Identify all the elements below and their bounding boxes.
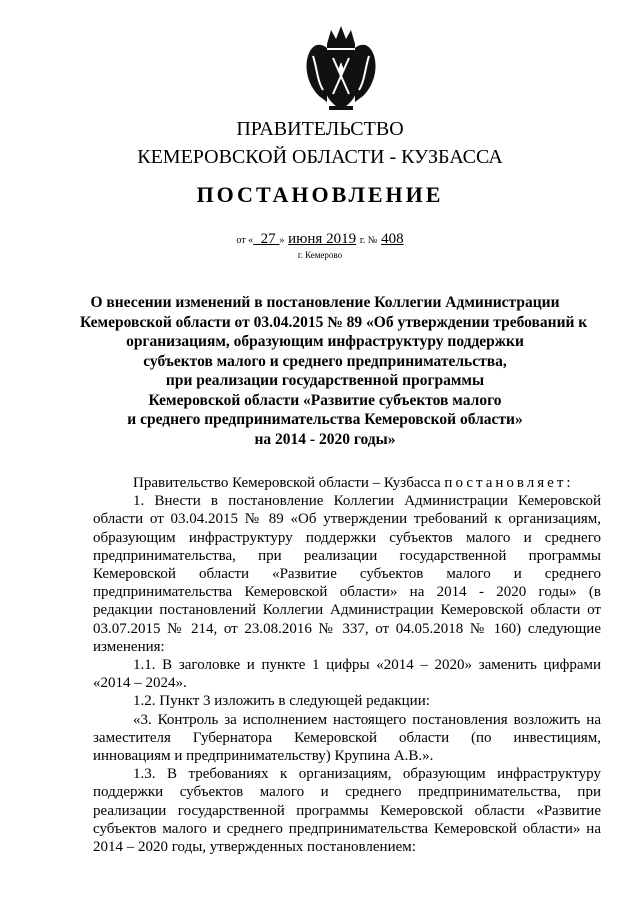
date-mid: »: [279, 235, 285, 246]
body-line: 1.2. Пункт 3 изложить в следующей редакции:: [133, 693, 430, 710]
heading-line: при реализации государственной программы: [165, 372, 485, 389]
intro-decree-word: постановляет:: [444, 475, 574, 491]
heading-line: Кемеровской области от 03.04.2015 № 89 «Об утверждении требований к: [80, 313, 588, 331]
intro-text: Правительство Кемеровской области – Кузбасса: [133, 475, 445, 491]
body-line: реализации государственной программы Кемеровской области «Развитие: [93, 802, 601, 819]
date-month-year: июня 2019: [288, 231, 357, 247]
document-body: [93, 474, 601, 856]
government-name-line1: ПРАВИТЕЛЬСТВО: [236, 118, 404, 140]
date-prefix: от «: [236, 235, 254, 246]
document-number: 408: [381, 231, 404, 247]
body-line: образующим инфраструктуру поддержки субъектов малого и среднего: [93, 529, 601, 546]
date-line: [0, 231, 640, 248]
coat-of-arms-emblem: [303, 18, 379, 114]
government-name-line2: КЕМЕРОВСКОЙ ОБЛАСТИ - КУЗБАССА: [137, 146, 503, 168]
city-label: г. Кемерово: [297, 250, 343, 260]
document-heading: [80, 293, 588, 449]
document-type-title: ПОСТАНОВЛЕНИЕ: [196, 182, 444, 207]
body-line: Кемеровской области «Развитие субъектов малого и среднего: [93, 566, 601, 583]
heading-line: О внесении изменений в постановление Коллегии Администрации: [90, 294, 560, 311]
body-line: 03.07.2015 № 214, от 23.08.2016 № 337, от 04.05.2018 № 160) следующие: [93, 620, 601, 637]
body-line: «2014 – 2024».: [93, 675, 187, 692]
body-line: области от 03.04.2015 № 89 «Об утверждении требований к организациям,: [93, 511, 601, 528]
body-line: 1.1. В заголовке и пункте 1 цифры «2014 – 2020» заменить цифрами: [133, 657, 601, 674]
body-line: 1. Внести в постановление Коллегии Администрации Кемеровской: [133, 493, 601, 510]
body-line: изменения:: [93, 638, 165, 655]
heading-line: и среднего предпринимательства Кемеровской области»: [127, 411, 523, 428]
body-line: инновациям и предпринимательству) Крупина А.В.».: [93, 748, 434, 765]
body-line: редакции постановлений Коллегии Администрации Кемеровской области от: [93, 602, 601, 619]
heading-line: на 2014 - 2020 годы»: [254, 430, 396, 448]
body-line: поддержки субъектов малого и среднего предпринимательства, при: [93, 784, 601, 801]
heading-line: субъектов малого и среднего предпринимательства,: [143, 352, 507, 370]
heading-line: организациям, образующим инфраструктуру поддержки: [126, 333, 524, 350]
intro-line: [93, 474, 601, 492]
heading-line: Кемеровской области «Развитие субъектов малого: [148, 391, 502, 409]
body-line: 1.3. В требованиях к организациям, образующим инфраструктуру: [133, 766, 601, 783]
body-line: 2014 – 2020 годы, утвержденных постановлением:: [93, 839, 416, 856]
body-line: «3. Контроль за исполнением настоящего постановления возложить на: [133, 711, 601, 728]
date-suffix: г. №: [359, 235, 378, 246]
body-line: предпринимательства, при реализации государственной программы: [93, 547, 601, 564]
body-line: субъектов малого и среднего предпринимательства Кемеровской области» на: [93, 820, 601, 837]
body-line: предпринимательства Кемеровской области» на 2014 - 2020 годы» (в: [93, 584, 601, 601]
date-day: 27: [260, 231, 276, 247]
body-line: заместителя Губернатора Кемеровской области (по инвестициям,: [93, 729, 601, 746]
